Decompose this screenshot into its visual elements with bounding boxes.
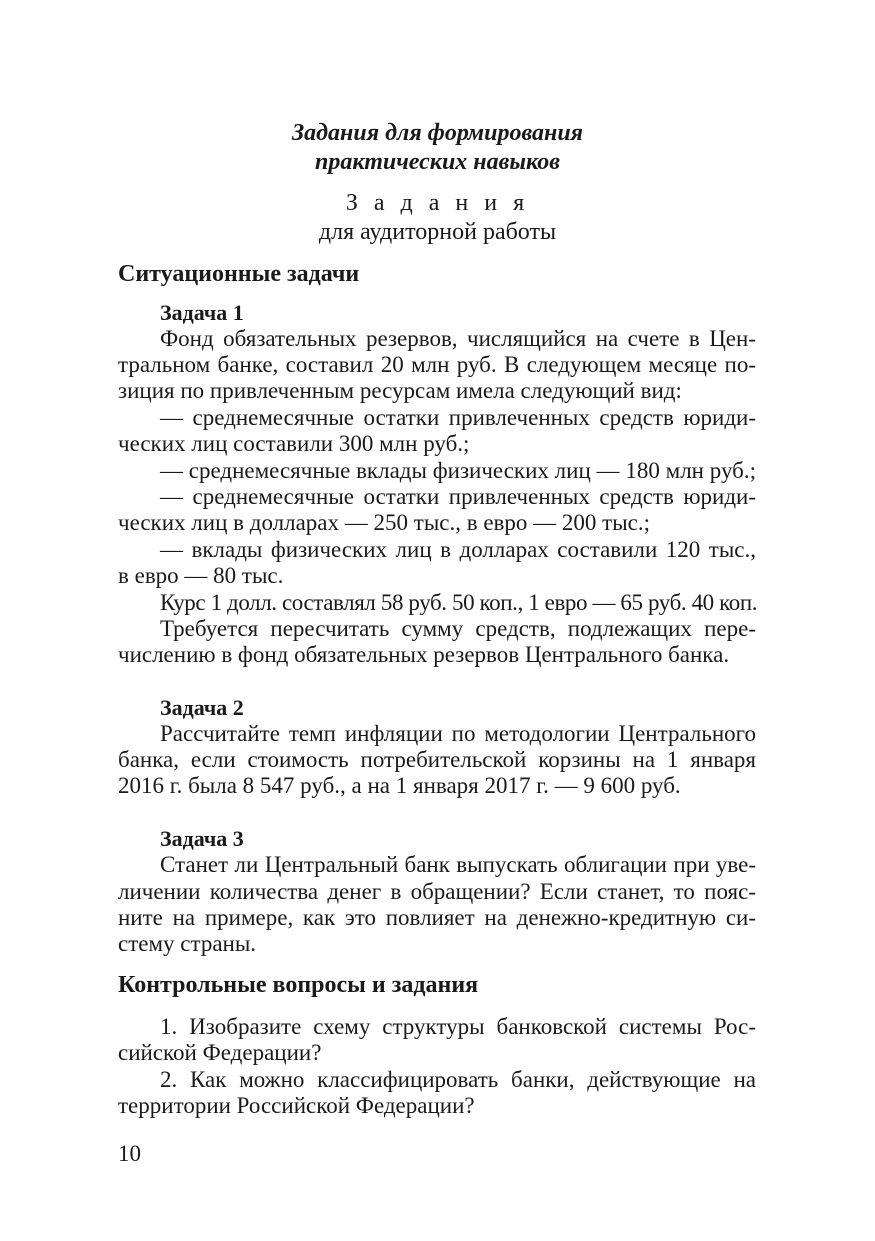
task-3-title: Задача 3	[160, 826, 244, 851]
task-1-line: Фонд обязательных резервов, числящийся на счете в Цен-	[160, 326, 756, 351]
task-3-line: стему страны.	[118, 931, 257, 956]
task-1-line: — вклады физических лиц в долларах составили 120 тыс.,	[160, 537, 756, 562]
heading-line-2: практических навыков	[315, 149, 560, 175]
task-1-line: — среднемесячные остатки привлеченных средств юриди-	[160, 405, 756, 430]
task-1-line: в евро — 80 тыс.	[118, 563, 284, 588]
task-1-line: Требуется пересчитать сумму средств, подлежащих пере-	[160, 616, 756, 641]
subheading-line-1: З а д а н и я	[345, 190, 530, 216]
task-3-line: ните на примере, как это повлияет на денежно-кредитную си-	[118, 905, 756, 930]
question-line: сийской Федерации?	[118, 1040, 322, 1065]
task-1-line: — среднемесячные вклады физических лиц — 180 млн руб.;	[160, 458, 756, 483]
task-1-line: числению в фонд обязательных резервов Центрального банка.	[118, 642, 730, 667]
task-2-title: Задача 2	[160, 695, 244, 720]
task-1-line: ческих лиц в долларах — 250 тыс., в евро — 200 тыс.;	[118, 510, 651, 535]
page-number: 10	[118, 1141, 141, 1166]
task-2-line: 2016 г. была 8 547 руб., а на 1 января 2017 г. — 9 600 руб.	[118, 773, 681, 798]
heading-line-1: Задания для формирования	[291, 120, 584, 146]
task-1-line: тральном банке, составил 20 млн руб. В следующем месяце по-	[118, 352, 756, 377]
task-1-line: Курс 1 долл. составлял 58 руб. 50 коп., 1 евро — 65 руб. 40 коп.	[160, 590, 758, 615]
task-2-line: Рассчитайте темп инфляции по методологии Центрального	[160, 721, 756, 746]
task-1-line: ческих лиц составили 300 млн руб.;	[118, 431, 470, 456]
section-title-control-questions: Контрольные вопросы и задания	[118, 972, 479, 998]
section-title-situational: Ситуационные задачи	[118, 261, 360, 287]
task-1-title: Задача 1	[160, 300, 244, 325]
question-line: 1. Изобразите схему структуры банковской системы Рос-	[160, 1014, 756, 1039]
task-1-line: зиция по привлеченным ресурсам имела следующий вид:	[118, 378, 682, 403]
question-line: территории Российской Федерации?	[118, 1093, 475, 1118]
task-2-line: банка, если стоимость потребительской корзины на 1 января	[118, 747, 756, 772]
subheading-line-2: для аудиторной работы	[318, 219, 557, 245]
task-1-line: — среднемесячные остатки привлеченных средств юриди-	[160, 484, 756, 509]
task-3-line: Станет ли Центральный банк выпускать облигации при уве-	[160, 852, 756, 877]
question-line: 2. Как можно классифицировать банки, действующие на	[160, 1067, 756, 1092]
task-3-line: личении количества денег в обращении? Если станет, то пояс-	[118, 879, 756, 904]
